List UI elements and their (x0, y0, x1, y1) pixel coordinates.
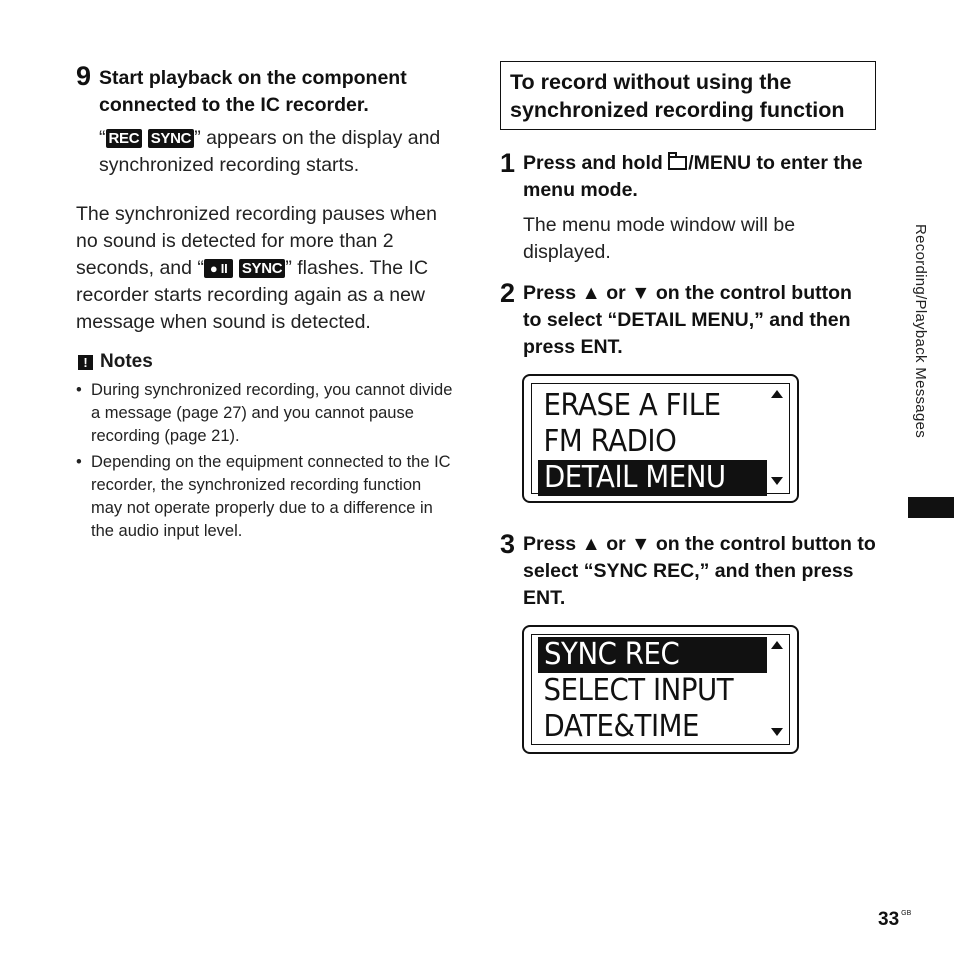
step-9-description (99, 125, 464, 179)
step-1-heading (523, 150, 873, 204)
lcd-display-sync-rec (522, 625, 799, 754)
note-item (76, 379, 456, 448)
scroll-down-arrow-icon (771, 477, 783, 485)
paragraph-part-1: The synchronized recording pauses when no sound is detected for more than 2 seconds, and “ (76, 203, 437, 279)
step-1-heading-pre: Press and hold (523, 152, 669, 174)
note-text: During synchronized recording, you cannot divide a message (page 27) and you cannot pause recording (page 21). (91, 381, 453, 445)
step-1-heading-post: /MENU to enter the menu mode. (523, 152, 863, 201)
menu-line-fm-radio: FM RADIO (543, 424, 677, 459)
menu-line-date-time: DATE&TIME (543, 709, 699, 744)
rec-pause-indicator-icon: ● II (204, 259, 234, 278)
menu-line-sync-rec-selected (538, 637, 767, 673)
step-9-heading: Start playback on the component connected to the IC recorder. (99, 67, 407, 116)
rec-indicator-icon: REC (106, 129, 143, 148)
step-number-1: 1 (500, 148, 516, 178)
section-side-label: Recording/Playback Messages (912, 224, 929, 439)
step-9-text: ” appears on the display and synchronized recording starts. (99, 127, 441, 176)
paragraph-part-2: ” flashes. The IC recorder starts recording again as a new message when sound is detected. (76, 257, 429, 333)
notes-title: Notes (100, 351, 153, 372)
folder-icon (668, 156, 687, 170)
note-item (76, 451, 456, 543)
open-quote: “ (99, 127, 106, 149)
page-number-value: 33 (878, 909, 900, 930)
sync-indicator-icon: SYNC (239, 259, 285, 278)
step-number-3: 3 (500, 529, 516, 559)
page-number-suffix: GB (901, 910, 912, 917)
lcd-screen (531, 383, 790, 494)
step-number-2: 2 (500, 278, 516, 308)
bullet: • (76, 453, 82, 471)
step-3-heading: Press ▲ or ▼ on the control button to select “SYNC REC,” and then press ENT. (523, 533, 876, 609)
step-number-9: 9 (76, 61, 92, 91)
menu-line-select-input: SELECT INPUT (543, 673, 734, 708)
page-number (878, 909, 911, 931)
lcd-screen (531, 634, 790, 745)
menu-line-detail-menu-selected (538, 460, 767, 496)
scroll-down-arrow-icon (771, 728, 783, 736)
step-1-description: The menu mode window will be displayed. (523, 214, 796, 263)
menu-line-text: SYNC REC (544, 637, 680, 672)
section-tab-marker (908, 497, 954, 518)
step-2-heading: Press ▲ or ▼ on the control button to select “DETAIL MENU,” and then press ENT. (523, 282, 852, 358)
notes-heading (78, 350, 153, 374)
section-heading-box: To record without using the synchronized recording function (500, 61, 876, 130)
bullet: • (76, 381, 82, 399)
sync-pause-paragraph (76, 201, 456, 336)
notes-list (76, 379, 456, 546)
lcd-display-detail-menu (522, 374, 799, 503)
sync-indicator-icon: SYNC (148, 129, 194, 148)
menu-line-text: DETAIL MENU (544, 460, 726, 495)
scroll-up-arrow-icon (771, 390, 783, 398)
menu-line-erase-a-file: ERASE A FILE (543, 388, 721, 423)
note-icon: ! (78, 355, 93, 370)
note-text: Depending on the equipment connected to the IC recorder, the synchronized recording function may not operate properly due to a difference in the audio input level. (91, 453, 451, 540)
scroll-up-arrow-icon (771, 641, 783, 649)
